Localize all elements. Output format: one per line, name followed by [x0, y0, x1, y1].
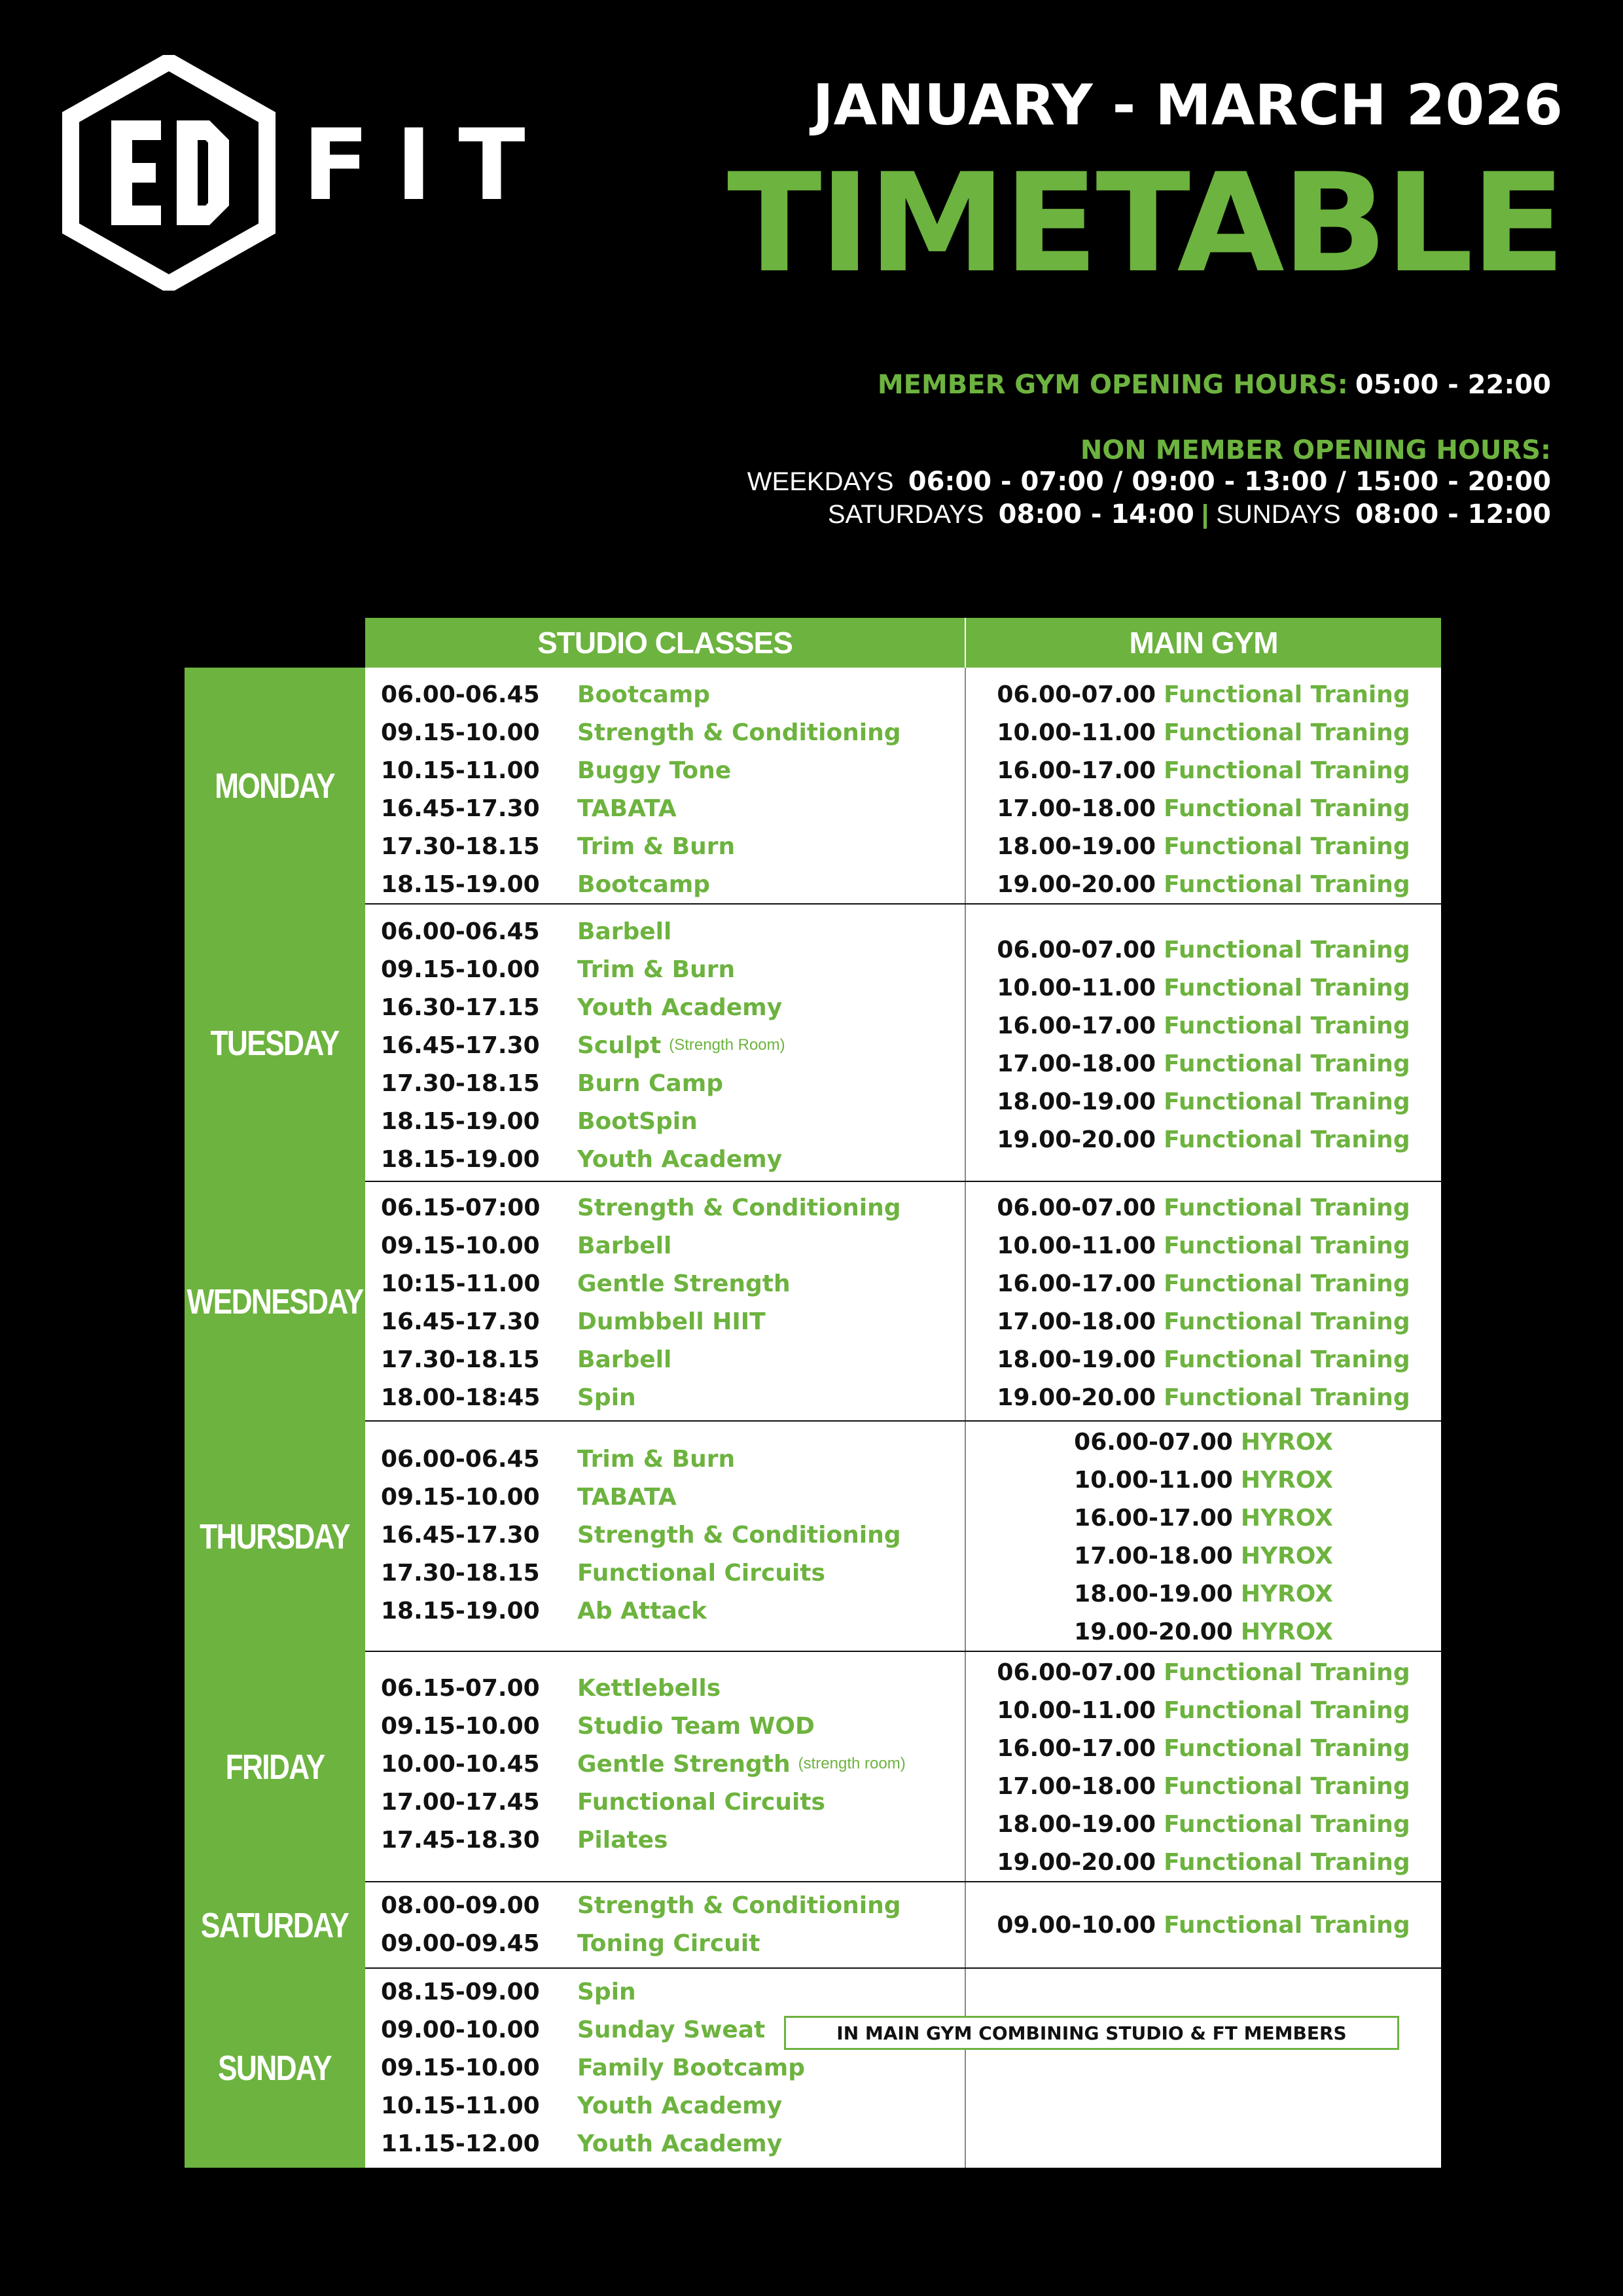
session-name: Functional Traning: [1164, 1126, 1410, 1153]
class-time: 17.30-18.15: [381, 1559, 540, 1587]
gym-session-row: [966, 1302, 1441, 1340]
studio-class-row: [381, 865, 710, 903]
day-label-text: WEDNESDAY: [187, 1282, 363, 1321]
class-time: 18.15-19.00: [381, 1597, 540, 1624]
class-time: 18.15-19.00: [381, 870, 540, 898]
session-name: Functional Traning: [1164, 1012, 1410, 1039]
gym-session-row: [966, 865, 1441, 903]
session-time: 10.00-11.00: [1074, 1466, 1233, 1494]
studio-class-row: [381, 2087, 782, 2125]
session-name: Functional Traning: [1164, 833, 1410, 860]
day-label-text: MONDAY: [215, 766, 335, 806]
studio-class-row: [381, 912, 671, 950]
class-name: TABATA: [577, 1483, 677, 1511]
session-time: 10.00-11.00: [997, 974, 1156, 1001]
class-name: Trim & Burn: [577, 1445, 736, 1473]
class-name: Strength & Conditioning: [577, 1521, 901, 1549]
gym-session-row: [966, 1121, 1441, 1158]
day-block-saturday: [185, 1882, 1441, 1969]
session-time: 18.00-19.00: [997, 1088, 1156, 1115]
class-name: Spin: [577, 1384, 636, 1411]
session-name: HYROX: [1240, 1580, 1333, 1607]
day-block-friday: [185, 1652, 1441, 1882]
session-time: 16.00-17.00: [1074, 1504, 1233, 1532]
studio-class-row: [381, 1378, 636, 1416]
session-time: 18.00-19.00: [997, 1346, 1156, 1373]
day-label-text: FRIDAY: [225, 1748, 325, 1787]
session-time: 19.00-20.00: [997, 870, 1156, 898]
session-name: Functional Traning: [1164, 1911, 1410, 1939]
gym-session-row: [966, 751, 1441, 789]
studio-class-row: [381, 1924, 760, 1962]
session-time: 18.00-19.00: [997, 833, 1156, 860]
ed-hexagon-logo-icon: [58, 55, 280, 291]
class-name: Barbell: [577, 1232, 672, 1259]
gym-session-row: [966, 1729, 1441, 1767]
session-name: Functional Traning: [1164, 1308, 1410, 1335]
day-label: [185, 1422, 365, 1652]
weekdays-label: WEEKDAYS: [747, 467, 894, 496]
gym-session-row: [966, 1045, 1441, 1083]
class-name: TABATA: [577, 795, 677, 822]
class-name: Youth Academy: [577, 2130, 783, 2157]
class-time: 06.00-06.45: [381, 681, 540, 708]
class-time: 16.45-17.30: [381, 1521, 540, 1549]
saturdays-value: 08:00 - 14:00: [998, 499, 1194, 529]
studio-class-row: [381, 1745, 906, 1783]
column-header-gym: MAIN GYM: [966, 618, 1441, 668]
session-time: 06.00-07.00: [997, 1659, 1156, 1686]
session-name: Functional Traning: [1164, 1659, 1410, 1686]
session-name: Functional Traning: [1164, 1772, 1410, 1800]
session-time: 17.00-18.00: [997, 1772, 1156, 1800]
gym-session-row: [966, 1189, 1441, 1227]
day-label: [185, 1182, 365, 1422]
session-time: 16.00-17.00: [997, 1734, 1156, 1762]
nonmember-hours-label: NON MEMBER OPENING HOURS:: [1080, 435, 1551, 465]
gym-session-row: [966, 1340, 1441, 1378]
studio-class-row: [381, 1592, 707, 1630]
studio-classes-cell: [365, 1969, 966, 2168]
session-name: Functional Traning: [1164, 974, 1410, 1001]
studio-class-row: [381, 789, 677, 827]
gym-session-row: [966, 1805, 1441, 1843]
class-name: Pilates: [577, 1826, 668, 1854]
session-name: Functional Traning: [1164, 1810, 1410, 1838]
class-time: 10:15-11.00: [381, 1270, 541, 1297]
class-name: Studio Team WOD: [577, 1712, 815, 1740]
class-name: Kettlebells: [577, 1674, 721, 1702]
studio-class-row: [381, 827, 735, 865]
main-gym-cell: [966, 1652, 1441, 1882]
weekday-hours: [747, 469, 1551, 495]
class-name: Family Bootcamp: [577, 2054, 805, 2081]
gym-session-row: [966, 931, 1441, 969]
studio-class-row: [381, 1227, 671, 1265]
session-name: Functional Traning: [1164, 1346, 1410, 1373]
day-label: [185, 1882, 365, 1969]
studio-class-row: [381, 1973, 636, 2011]
gym-session-row: [966, 1499, 1441, 1537]
member-hours: [878, 372, 1551, 398]
session-name: HYROX: [1240, 1542, 1333, 1570]
studio-class-row: [381, 1707, 815, 1745]
session-time: 17.00-18.00: [997, 1308, 1156, 1335]
main-gym-cell: [966, 1422, 1441, 1652]
gym-session-row: [966, 789, 1441, 827]
page-title: TIMETABLE: [726, 145, 1563, 303]
studio-classes-cell: [365, 668, 966, 905]
main-gym-cell: [966, 1182, 1441, 1422]
class-name: BootSpin: [577, 1107, 698, 1135]
studio-class-row: [381, 1783, 825, 1821]
studio-class-row: [381, 1302, 766, 1340]
class-room-note: (Strength Room): [669, 1036, 785, 1054]
session-name: Functional Traning: [1164, 936, 1410, 963]
studio-class-row: [381, 1189, 901, 1227]
session-time: 09.00-10.00: [997, 1911, 1156, 1939]
class-time: 17.45-18.30: [381, 1826, 540, 1854]
studio-class-row: [381, 2049, 805, 2087]
session-name: Functional Traning: [1164, 1734, 1410, 1762]
class-time: 11.15-12.00: [381, 2130, 540, 2157]
gym-session-row: [966, 1265, 1441, 1302]
session-time: 10.00-11.00: [997, 1696, 1156, 1724]
class-time: 08.15-09.00: [381, 1978, 540, 2005]
class-name: Barbell: [577, 918, 672, 945]
class-time: 10.15-11.00: [381, 2092, 540, 2119]
member-hours-label: MEMBER GYM OPENING HOURS:: [877, 370, 1348, 400]
studio-class-row: [381, 1102, 698, 1140]
session-name: Functional Traning: [1164, 757, 1410, 784]
column-header-studio: STUDIO CLASSES: [365, 618, 966, 668]
sundays-label: SUNDAYS: [1216, 500, 1341, 529]
studio-classes-cell: [365, 1422, 966, 1652]
class-name: Trim & Burn: [577, 833, 736, 860]
gym-session-row: [966, 1843, 1441, 1881]
class-time: 10.00-10.45: [381, 1750, 540, 1778]
studio-classes-cell: [365, 1652, 966, 1882]
session-time: 19.00-20.00: [997, 1848, 1156, 1876]
session-time: 17.00-18.00: [997, 795, 1156, 822]
day-label-text: TUESDAY: [210, 1024, 340, 1063]
class-name: Trim & Burn: [577, 956, 736, 983]
gym-session-row: [966, 1461, 1441, 1499]
class-time: 18.15-19.00: [381, 1107, 540, 1135]
studio-class-row: [381, 1886, 901, 1924]
gym-session-row: [966, 1227, 1441, 1265]
class-name: Functional Circuits: [577, 1788, 825, 1816]
class-time: 09.15-10.00: [381, 1483, 540, 1511]
studio-class-row: [381, 988, 782, 1026]
day-block-monday: [185, 668, 1441, 905]
studio-class-row: [381, 1478, 677, 1516]
day-label-text: THURSDAY: [200, 1517, 350, 1556]
class-name: Gentle Strength: [577, 1270, 791, 1297]
class-time: 06.15-07.00: [381, 1674, 540, 1702]
day-label: [185, 905, 365, 1182]
session-name: Functional Traning: [1164, 1232, 1410, 1259]
gym-session-row: [966, 1423, 1441, 1461]
class-name: Sunday Sweat: [577, 2016, 766, 2043]
gym-session-row: [966, 827, 1441, 865]
nonmember-hours-heading: [1080, 437, 1551, 463]
session-name: HYROX: [1240, 1466, 1333, 1494]
saturdays-label: SATURDAYS: [827, 500, 984, 529]
session-name: Functional Traning: [1164, 1848, 1410, 1876]
gym-session-row: [966, 713, 1441, 751]
class-name: Gentle Strength: [577, 1750, 791, 1778]
class-name: Strength & Conditioning: [577, 719, 901, 746]
session-time: 17.00-18.00: [997, 1050, 1156, 1077]
session-name: Functional Traning: [1164, 681, 1410, 708]
session-name: HYROX: [1240, 1618, 1333, 1645]
gym-session-row: [966, 969, 1441, 1007]
day-block-tuesday: [185, 905, 1441, 1182]
session-time: 06.00-07.00: [1074, 1428, 1233, 1456]
day-block-sunday: [185, 1969, 1441, 2168]
class-name: Toning Circuit: [577, 1929, 760, 1957]
session-time: 06.00-07.00: [997, 1194, 1156, 1221]
class-time: 09.15-10.00: [381, 719, 540, 746]
class-time: 17.30-18.15: [381, 1069, 540, 1097]
studio-class-row: [381, 1265, 791, 1302]
studio-class-row: [381, 713, 901, 751]
studio-class-row: [381, 950, 735, 988]
class-time: 10.15-11.00: [381, 757, 540, 784]
gym-session-row: [966, 1767, 1441, 1805]
session-name: Functional Traning: [1164, 1050, 1410, 1077]
session-name: Functional Traning: [1164, 1696, 1410, 1724]
day-label: [185, 668, 365, 905]
class-time: 09.15-10.00: [381, 1232, 540, 1259]
class-name: Functional Circuits: [577, 1559, 825, 1587]
studio-classes-cell: [365, 905, 966, 1182]
period-heading: JANUARY - MARCH 2026: [812, 73, 1563, 138]
class-name: Burn Camp: [577, 1069, 723, 1097]
main-gym-cell: [966, 1969, 1441, 2168]
class-time: 16.45-17.30: [381, 795, 540, 822]
class-time: 18.00-18:45: [381, 1384, 541, 1411]
class-time: 18.15-19.00: [381, 1145, 540, 1173]
session-name: Functional Traning: [1164, 1088, 1410, 1115]
session-name: Functional Traning: [1164, 1270, 1410, 1297]
class-time: 06.15-07:00: [381, 1194, 541, 1221]
studio-classes-cell: [365, 1182, 966, 1422]
studio-class-row: [381, 751, 731, 789]
class-time: 06.00-06.45: [381, 918, 540, 945]
class-name: Strength & Conditioning: [577, 1892, 901, 1919]
class-time: 09.15-10.00: [381, 956, 540, 983]
class-name: Dumbbell HIIT: [577, 1308, 766, 1335]
session-time: 10.00-11.00: [997, 1232, 1156, 1259]
day-label: [185, 1652, 365, 1882]
studio-classes-cell: [365, 1882, 966, 1969]
session-time: 06.00-07.00: [997, 936, 1156, 963]
class-name: Strength & Conditioning: [577, 1194, 901, 1221]
studio-class-row: [381, 2011, 765, 2049]
session-time: 18.00-19.00: [1074, 1580, 1233, 1607]
gym-session-row: [966, 1537, 1441, 1575]
class-name: Bootcamp: [577, 870, 711, 898]
session-time: 19.00-20.00: [997, 1384, 1156, 1411]
gym-session-row: [966, 1691, 1441, 1729]
session-time: 10.00-11.00: [997, 719, 1156, 746]
gym-session-row: [966, 1007, 1441, 1045]
session-name: Functional Traning: [1164, 795, 1410, 822]
weekend-hours: [828, 501, 1551, 528]
studio-class-row: [381, 1440, 735, 1478]
studio-class-row: [381, 1554, 825, 1592]
studio-class-row: [381, 1669, 721, 1707]
session-name: Functional Traning: [1164, 1194, 1410, 1221]
class-time: 16.45-17.30: [381, 1031, 540, 1059]
member-hours-value: 05:00 - 22:00: [1355, 370, 1551, 400]
session-time: 06.00-07.00: [997, 681, 1156, 708]
session-time: 19.00-20.00: [1074, 1618, 1233, 1645]
class-time: 06.00-06.45: [381, 1445, 540, 1473]
gym-session-row: [966, 1906, 1441, 1944]
day-label: [185, 1969, 365, 2168]
gym-session-row: [966, 1575, 1441, 1613]
gym-session-row: [966, 1083, 1441, 1121]
class-time: 08.00-09.00: [381, 1892, 540, 1919]
class-name: Youth Academy: [577, 2092, 783, 2119]
day-label-text: SUNDAY: [218, 2049, 332, 2088]
session-time: 18.00-19.00: [997, 1810, 1156, 1838]
class-time: 16.45-17.30: [381, 1308, 540, 1335]
gym-session-row: [966, 675, 1441, 713]
class-name: Bootcamp: [577, 681, 711, 708]
sundays-value: 08:00 - 12:00: [1355, 499, 1551, 529]
class-time: 16.30-17.15: [381, 994, 540, 1021]
studio-class-row: [381, 1026, 785, 1064]
main-gym-cell: [966, 905, 1441, 1182]
studio-class-row: [381, 1140, 782, 1178]
studio-class-row: [381, 1516, 901, 1554]
main-gym-cell: [966, 668, 1441, 905]
class-time: 09.00-10.00: [381, 2016, 540, 2043]
class-name: Buggy Tone: [577, 757, 732, 784]
session-name: Functional Traning: [1164, 870, 1410, 898]
session-time: 16.00-17.00: [997, 1012, 1156, 1039]
class-room-note: (strength room): [798, 1755, 906, 1772]
class-time: 17.00-17.45: [381, 1788, 540, 1816]
class-time: 09.00-09.45: [381, 1929, 540, 1957]
studio-class-row: [381, 1064, 723, 1102]
studio-class-row: [381, 1340, 671, 1378]
session-name: Functional Traning: [1164, 1384, 1410, 1411]
class-name: Ab Attack: [577, 1597, 707, 1624]
class-name: Sculpt: [577, 1031, 662, 1059]
studio-class-row: [381, 2125, 782, 2162]
session-time: 16.00-17.00: [997, 757, 1156, 784]
class-time: 17.30-18.15: [381, 1346, 540, 1373]
session-time: 17.00-18.00: [1074, 1542, 1233, 1570]
class-time: 09.15-10.00: [381, 2054, 540, 2081]
main-gym-cell: [966, 1882, 1441, 1969]
day-block-thursday: [185, 1422, 1441, 1652]
session-time: 16.00-17.00: [997, 1270, 1156, 1297]
studio-class-row: [381, 675, 710, 713]
class-name: Youth Academy: [577, 1145, 783, 1173]
class-name: Spin: [577, 1978, 636, 2005]
class-name: Barbell: [577, 1346, 672, 1373]
hours-separator: |: [1201, 500, 1209, 529]
session-name: HYROX: [1240, 1428, 1333, 1456]
weekdays-value: 06:00 - 07:00 / 09:00 - 13:00 / 15:00 - 20:00: [908, 467, 1551, 497]
brand-wordmark: FIT: [302, 109, 552, 223]
studio-class-row: [381, 1821, 668, 1859]
session-time: 19.00-20.00: [997, 1126, 1156, 1153]
session-name: Functional Traning: [1164, 719, 1410, 746]
gym-session-row: [966, 1613, 1441, 1651]
day-block-wednesday: [185, 1182, 1441, 1422]
day-label-text: SATURDAY: [201, 1906, 349, 1945]
class-time: 17.30-18.15: [381, 833, 540, 860]
gym-session-row: [966, 1378, 1441, 1416]
class-time: 09.15-10.00: [381, 1712, 540, 1740]
class-name: Youth Academy: [577, 994, 783, 1021]
session-name: HYROX: [1240, 1504, 1333, 1532]
sunday-note: IN MAIN GYM COMBINING STUDIO & FT MEMBERS: [784, 2016, 1399, 2050]
gym-session-row: [966, 1653, 1441, 1691]
